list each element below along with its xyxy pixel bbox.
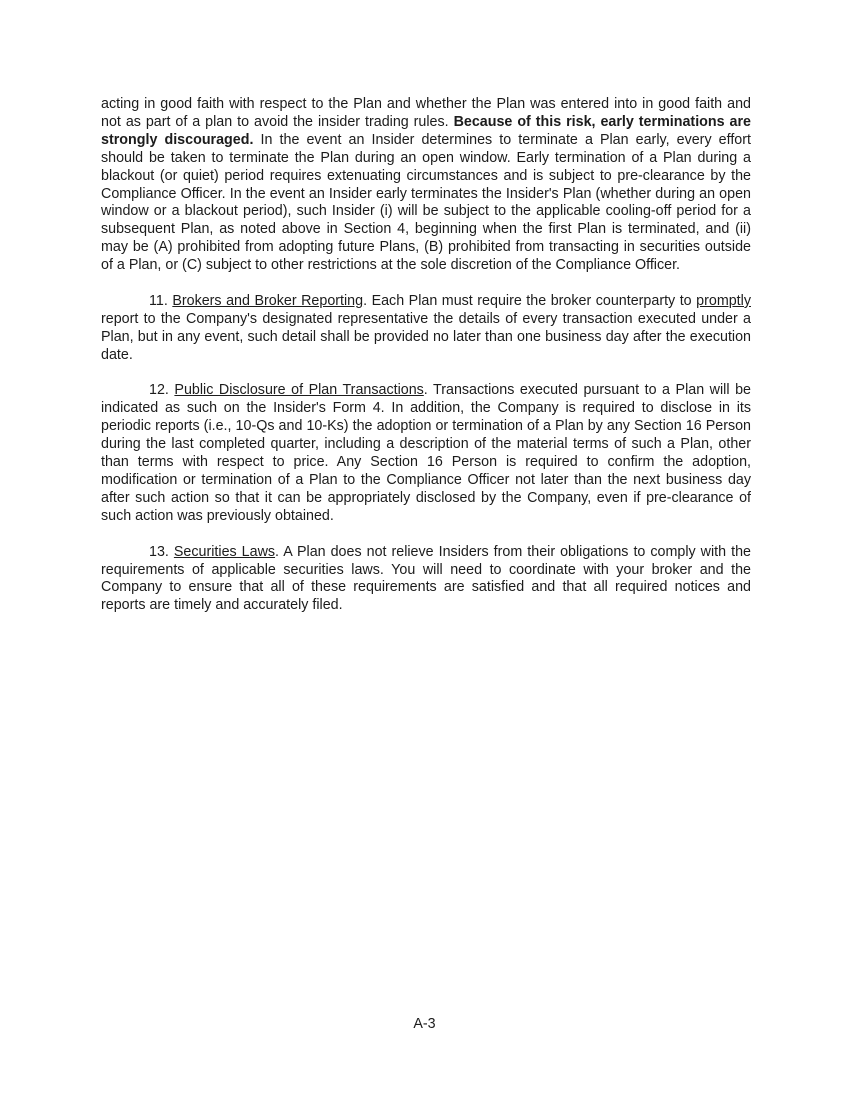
section-12	[101, 382, 751, 525]
document-body	[101, 96, 751, 633]
section-11-body-1: . Each Plan must require the broker counterparty to	[363, 292, 697, 309]
continuation-bold-warning: Because of this risk, early terminations are strongly discouraged.	[101, 113, 751, 148]
section-11-number: 11.	[149, 292, 173, 309]
section-12-heading: Public Disclosure of Plan Transactions	[174, 382, 424, 399]
section-11-heading: Brokers and Broker Reporting	[172, 292, 364, 309]
section-13-body: . A Plan does not relieve Insiders from their obligations to comply with the requirements of applicable securities laws. You will need to coordinate with your broker and the Company to ensure that all of these requirements are satisfied and that all required notices and reports are timely and accurately filed.	[101, 543, 751, 614]
section-13-heading: Securities Laws	[173, 543, 276, 560]
section-11	[101, 293, 751, 365]
paragraph-continuation	[101, 96, 751, 275]
section-11-body-2: report to the Company's designated representative the details of every transaction executed under a Plan, but in any event, such detail shall be provided no later than one business day after the execution date.	[101, 310, 751, 363]
section-12-body: . Transactions executed pursuant to a Plan will be indicated as such on the Insider's Form 4. In addition, the Company is required to disclose in its periodic reports (i.e., 10-Qs and 10-Ks) the adoption or termination of a Plan by any Section 16 Person during the last completed quarter, including a description of the material terms of such a Plan, other than terms with respect to price. Any Section 16 Person is required to confirm the adoption, modification or termination of a Plan to the Compliance Officer not later than the next business day after such action so that it can be appropriately disclosed by the Company, even if pre-clearance of such action was previously obtained.	[101, 382, 751, 524]
section-12-number: 12.	[149, 382, 175, 399]
continuation-text-2: In the event an Insider determines to terminate a Plan early, every effort should be taken to terminate the Plan during an open window. Early termination of a Plan during a blackout (or quiet) period requires extenuating circumstances and is subject to pre-clearance by the Compliance Officer. In the event an Insider early terminates the Insider's Plan (whether during an open window or a blackout period), such Insider (i) will be subject to the applicable cooling-off period for a subsequent Plan, as noted above in Section 4, beginning when the first Plan is terminated, and (ii) may be (A) prohibited from adopting future Plans, (B) prohibited from transacting in securities outside of a Plan, or (C) subject to other restrictions at the sole discretion of the Compliance Officer.	[101, 131, 751, 274]
section-13-number: 13.	[149, 543, 174, 560]
continuation-text-1: acting in good faith with respect to the Plan and whether the Plan was entered into in good faith and not as part of a plan to avoid the insider trading rules.	[101, 96, 751, 130]
section-11-emphasis: promptly	[696, 292, 751, 309]
page-number: A-3	[413, 1016, 436, 1032]
section-13	[101, 544, 751, 616]
